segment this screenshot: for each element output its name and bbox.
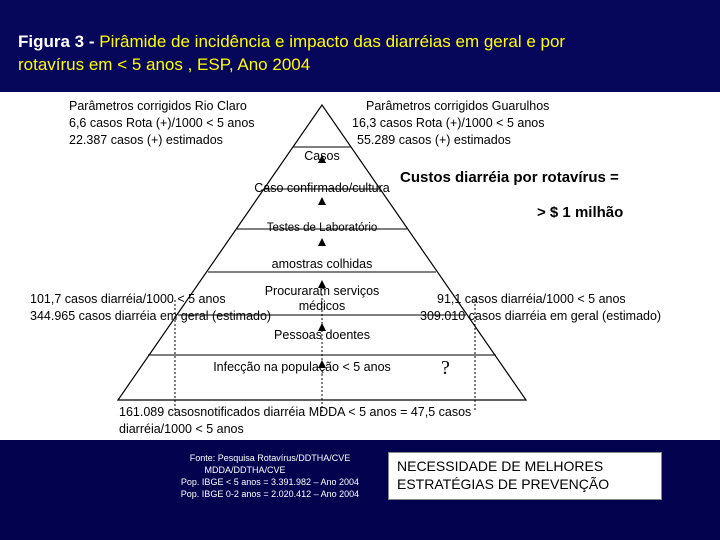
level-medicos: médicos	[298, 299, 346, 313]
level-caso-confirmado: Caso confirmado/cultura	[254, 181, 390, 195]
source-line2: MDDA/DDTHA/CVE	[204, 465, 286, 475]
left-params-line2: 6,6 casos Rota (+)/1000 < 5 anos	[69, 116, 255, 130]
right-params-line2: 16,3 casos Rota (+)/1000 < 5 anos	[352, 116, 545, 130]
unknown-mark: ?	[441, 357, 450, 379]
level-testes-laboratorio: Testes de Laboratório	[266, 222, 378, 234]
right-estimate-line1: 91,1 casos diarréia/1000 < 5 anos	[437, 292, 626, 306]
right-params-line1: Parâmetros corrigidos Guarulhos	[366, 99, 550, 113]
slide-title	[18, 30, 708, 76]
left-estimate-line2: 344.965 casos diarréia em geral (estimado)	[30, 309, 272, 323]
source-line1: Fonte: Pesquisa Rotavírus/DDTHA/CVE	[189, 453, 351, 463]
notified-line1: 161.089 casosnotificados diarréia MDDA < 5 anos = 47,5 casos	[119, 405, 472, 419]
title-line2: rotavírus em < 5 anos , ESP, Ano 2004	[18, 55, 311, 74]
costs-line1: Custos diarréia por rotavírus =	[400, 169, 619, 186]
level-procuraram-servicos: Procuraram serviços	[264, 284, 380, 298]
level-pessoas-doentes: Pessoas doentes	[274, 328, 370, 342]
left-params-line3: 22.387 casos (+) estimados	[69, 133, 223, 147]
right-estimate-line2: 309.010 casos diarréia em geral (estimado)	[420, 309, 662, 323]
level-infeccao-populacao: Infecção na população < 5 anos	[213, 360, 391, 374]
right-params-line3: 55.289 casos (+) estimados	[357, 133, 511, 147]
costs-line2: > $ 1 milhão	[537, 204, 624, 221]
level-casos: Casos	[304, 149, 340, 163]
source-line3: Pop. IBGE < 5 anos = 3.391.982 – Ano 2004	[180, 477, 360, 487]
prevention-callout	[388, 452, 662, 500]
callout-line2: ESTRATÉGIAS DE PREVENÇÃO	[397, 476, 610, 492]
level-amostras-colhidas: amostras colhidas	[271, 257, 373, 271]
notified-line2: diarréia/1000 < 5 anos	[119, 422, 244, 436]
source-line4: Pop. IBGE 0-2 anos = 2.020.412 – Ano 2004	[180, 489, 360, 499]
callout-line1: NECESSIDADE DE MELHORES	[397, 458, 604, 474]
left-params-line1: Parâmetros corrigidos Rio Claro	[69, 99, 247, 113]
left-estimate-line1: 101,7 casos diarréia/1000 < 5 anos	[30, 292, 226, 306]
title-text: Pirâmide de incidência e impacto das diarréias em geral e por	[99, 32, 566, 51]
figure-label: Figura 3 -	[18, 32, 95, 51]
